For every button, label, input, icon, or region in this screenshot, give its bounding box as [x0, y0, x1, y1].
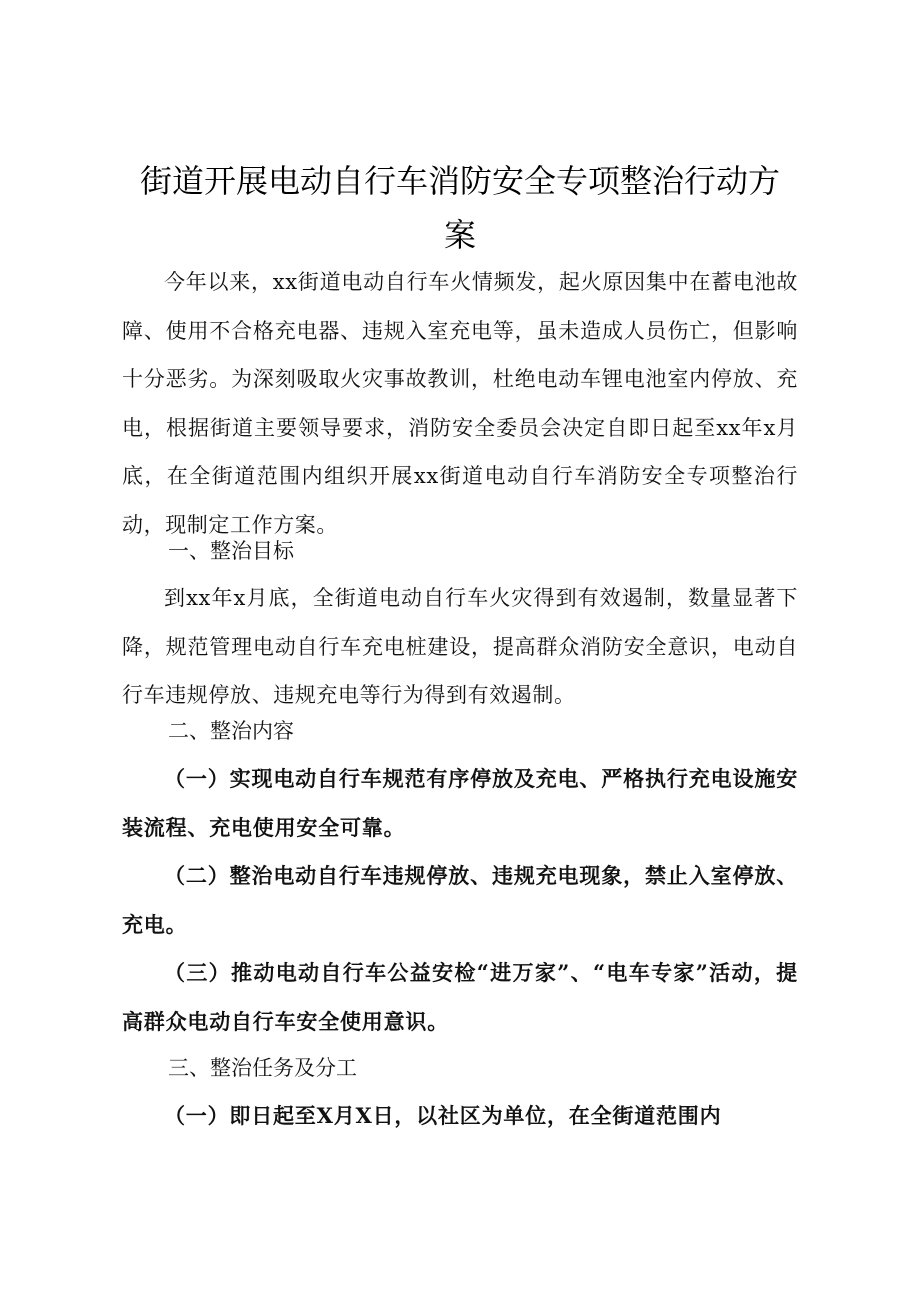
- intro-paragraph: 今年以来，xx街道电动自行车火情频发，起火原因集中在蓄电池故障、使用不合格充电器、违规入室充电等，虽未造成人员伤亡，但影响十分恶劣。为深刻吸取火灾事故教训，杜绝电动车锂电池室内停放、充电，根据街道主要领导要求，消防安全委员会决定自即日起至xx年x月底，在全街道范围内组织开展xx街道电动自行车消防安全专项整治行动，现制定工作方案。: [122, 270, 798, 537]
- document-title-line-2: 案: [443, 216, 476, 254]
- goals-paragraph: 到xx年x月底，全街道电动自行车火灾得到有效遏制，数量显著下降，规范管理电动自行车充电桩建设，提高群众消防安全意识，电动自行车违规停放、违规充电等行为得到有效遏制。: [122, 586, 798, 708]
- section-heading-goals: 一、整治目标: [168, 539, 294, 563]
- task-item-1: （一）即日起至X月X日，以社区为单位，在全街道范围内: [164, 1103, 722, 1128]
- content-item-1: （一）实现电动自行车规范有序停放及充电、严格执行充电设施安装流程、充电使用安全可靠。: [122, 766, 798, 840]
- section-heading-tasks: 三、整治任务及分工: [168, 1056, 357, 1080]
- content-item-2: （二）整治电动自行车违规停放、违规充电现象，禁止入室停放、充电。: [122, 863, 798, 937]
- section-heading-content: 二、整治内容: [168, 719, 294, 743]
- content-item-3: （三）推动电动自行车公益安检“进万家”、“电车专家”活动，提高群众电动自行车安全使用意识。: [122, 960, 798, 1034]
- document-title-line-1: 街道开展电动自行车消防安全专项整治行动方: [139, 162, 780, 200]
